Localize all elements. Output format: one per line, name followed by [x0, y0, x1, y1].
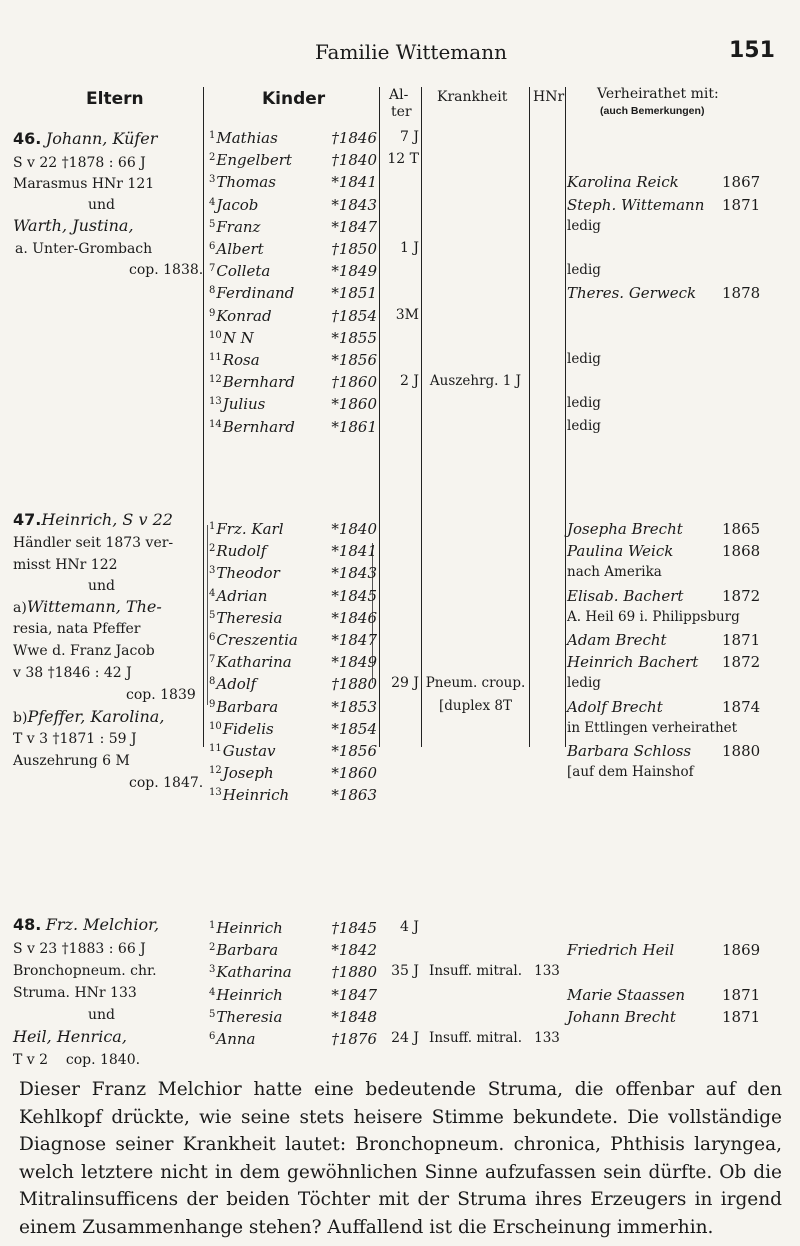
child-spouse: [567, 742, 761, 760]
child-age: 2 J: [400, 373, 419, 389]
family-number: 48.: [13, 915, 42, 934]
parent-line: cop. 1839: [126, 687, 196, 703]
child-spouse: ledig: [567, 262, 601, 278]
child-date: *1856: [331, 351, 377, 369]
child-date: *1847: [331, 218, 377, 236]
child-number: 9: [209, 699, 216, 710]
parent-line: Wwe d. Franz Jacob: [13, 643, 155, 659]
child-name: $^{13}$Julius: [209, 395, 266, 413]
child-spouse: [567, 653, 761, 671]
parent-line: [13, 915, 159, 936]
spouse-name: Barbara Schloss: [567, 742, 692, 760]
child-name: $^{12}$Joseph: [209, 764, 274, 782]
child-spouse: [567, 631, 761, 649]
marriage-year: 1874: [722, 698, 761, 716]
child-spouse: [567, 587, 761, 605]
parent-line: S v 23 †1883 : 66 J: [13, 941, 146, 957]
child-age: 3M: [395, 307, 419, 323]
marriage-year: 1867: [722, 173, 761, 191]
parent-line: [13, 597, 162, 618]
spouse-name: Karolina Reick: [567, 173, 679, 191]
child-date: *1841: [331, 173, 377, 191]
running-head: Familie Wittemann: [315, 40, 507, 64]
child-date: *1849: [331, 653, 377, 671]
child-name: $^2$Rudolf: [209, 542, 267, 560]
child-number: 5: [209, 1009, 216, 1020]
child-number: 6: [209, 241, 216, 252]
col-verheiratet-note: (auch Bemerkungen): [600, 105, 705, 117]
child-name: $^3$Theodor: [209, 564, 280, 582]
child-age: 35 J: [391, 963, 419, 979]
child-hnr: 133: [534, 963, 560, 979]
child-spouse: [567, 941, 761, 959]
child-date: *1861: [331, 418, 377, 436]
child-date: *1843: [331, 196, 377, 214]
child-number: 1: [209, 521, 216, 532]
child-number: 10: [209, 330, 222, 341]
spouse-name: Elisab. Bachert: [567, 587, 684, 605]
child-date: *1848: [331, 1008, 377, 1026]
column-rule: [565, 87, 566, 747]
parent-line: Händler seit 1873 ver-: [13, 535, 174, 551]
child-name: $^4$Adrian: [209, 587, 268, 605]
child-name: $^1$Mathias: [209, 129, 278, 147]
child-date: †1880: [331, 675, 377, 693]
marriage-year: 1871: [722, 1008, 761, 1026]
child-date: †1876: [331, 1030, 377, 1048]
column-rule: [529, 87, 530, 747]
child-number: 12: [209, 765, 222, 776]
col-krankheit: Krankheit: [437, 89, 508, 105]
column-rule: [203, 87, 204, 747]
child-date: †1846: [331, 129, 377, 147]
child-number: 5: [209, 610, 216, 621]
marriage-year: 1865: [722, 520, 761, 538]
parent-line: T v 2 cop. 1840.: [13, 1052, 141, 1068]
spouse-name: Paulina Weick: [567, 542, 674, 560]
child-name: $^6$Anna: [209, 1030, 256, 1048]
marriage-year: 1871: [722, 196, 761, 214]
spouse-name: Steph. Wittemann: [567, 196, 705, 214]
child-number: 10: [209, 721, 222, 732]
child-name: $^1$Frz. Karl: [209, 520, 284, 538]
child-name: $^{14}$Bernhard: [209, 418, 295, 436]
parent-line: S v 22 †1878 : 66 J: [13, 155, 146, 171]
parent-line: resia, nata Pfeffer: [13, 621, 141, 637]
child-spouse: [567, 284, 761, 302]
parent-line: [13, 510, 173, 531]
child-name: $^8$Adolf: [209, 675, 257, 693]
child-name: $^4$Heinrich: [209, 986, 283, 1004]
child-spouse: [567, 986, 761, 1004]
child-hnr: 133: [534, 1030, 560, 1046]
child-date: *1846: [331, 609, 377, 627]
child-spouse: [567, 542, 761, 560]
marriage-year: 1869: [722, 941, 761, 959]
child-name: $^1$Heinrich: [209, 919, 283, 937]
child-number: 2: [209, 942, 216, 953]
child-name: $^{10}$N N: [209, 329, 254, 347]
spouse-name: Marie Staassen: [567, 986, 686, 1004]
child-number: 9: [209, 308, 216, 319]
child-number: 3: [209, 565, 216, 576]
child-number: 11: [209, 352, 222, 363]
child-name: $^6$Creszentia: [209, 631, 298, 649]
child-illness: Insuff. mitral.: [429, 963, 522, 979]
child-name: $^8$Ferdinand: [209, 284, 295, 302]
parent-name: Johann, Küfer: [45, 129, 158, 148]
spouse-name: Friedrich Heil: [567, 941, 675, 959]
marriage-year: 1872: [722, 587, 761, 605]
child-age: 7 J: [400, 129, 419, 145]
child-number: 12: [209, 374, 222, 385]
child-age: 29 J: [391, 675, 419, 691]
child-date: †1845: [331, 919, 377, 937]
child-spouse: nach Amerika: [567, 564, 662, 580]
child-name: $^{12}$Bernhard: [209, 373, 295, 391]
child-number: 3: [209, 174, 216, 185]
child-date: *1847: [331, 631, 377, 649]
parent-line: cop. 1838.: [129, 262, 204, 278]
child-date: *1847: [331, 986, 377, 1004]
child-name: $^2$Engelbert: [209, 151, 292, 169]
parent-name: Heinrich, S v 22: [41, 510, 173, 529]
child-name: $^3$Katharina: [209, 963, 292, 981]
commentary-paragraph: Dieser Franz Melchior hatte eine bedeutende Struma, die offenbar auf den Kehlkopf drückte, wie seine stets heisere Stimme bekundete. Die vollständige Diagnose seiner Krankheit lautet: Bronchopneum. chronica, Phthisis laryngea, welch letztere nicht in dem gewöhnlichen Sinne aufzufassen sein dürfte. Ob die Mitralinsufficens der beiden Töchter mit der Struma ihres Erzeugers in irgend einem Zusammenhange stehen? Auffallend ist die Erscheinung immerhin.: [19, 1079, 782, 1238]
child-spouse: [567, 196, 761, 214]
column-rule: [379, 87, 380, 747]
col-verheiratet: Verheirathet mit:: [597, 86, 719, 102]
child-illness: [duplex 8T: [438, 698, 513, 714]
page-number: 151: [729, 38, 775, 63]
child-number: 4: [209, 987, 216, 998]
child-name: $^4$Jacob: [209, 196, 259, 214]
child-number: 2: [209, 152, 216, 163]
parent-line: und: [88, 578, 115, 594]
child-number: 13: [209, 396, 222, 407]
child-number: 7: [209, 263, 216, 274]
child-name: $^{11}$Gustav: [209, 742, 276, 760]
child-number: 4: [209, 197, 216, 208]
child-name: $^7$Katharina: [209, 653, 292, 671]
child-age: 12 T: [387, 151, 419, 167]
child-date: *1842: [331, 941, 377, 959]
child-name: $^9$Konrad: [209, 307, 272, 325]
child-number: 1: [209, 920, 216, 931]
parent-line: [13, 129, 157, 150]
child-date: *1860: [331, 395, 377, 413]
child-number: 6: [209, 632, 216, 643]
child-date: *1840: [331, 520, 377, 538]
marriage-year: 1880: [722, 742, 761, 760]
child-number: 2: [209, 543, 216, 554]
child-date: †1880: [331, 963, 377, 981]
marriage-year: 1871: [722, 631, 761, 649]
child-number: 4: [209, 588, 216, 599]
marriage-year: 1868: [722, 542, 761, 560]
spouse-name: Heinrich Bachert: [567, 653, 699, 671]
child-date: *1843: [331, 564, 377, 582]
parent-name: Pfeffer, Karolina,: [27, 707, 165, 726]
child-spouse: ledig: [567, 218, 601, 234]
parent-line: v 38 †1846 : 42 J: [13, 665, 132, 681]
child-date: *1853: [331, 698, 377, 716]
col-kinder: Kinder: [262, 89, 326, 109]
parent-name: Wittemann, The-: [26, 597, 162, 616]
marker: b): [13, 710, 28, 726]
child-name: $^5$Theresia: [209, 609, 283, 627]
spouse-name: Adolf Brecht: [567, 698, 663, 716]
child-age: 4 J: [400, 919, 419, 935]
parent-line: Struma. HNr 133: [13, 985, 137, 1001]
parent-line: und: [88, 1007, 115, 1023]
child-name: $^{10}$Fidelis: [209, 720, 274, 738]
child-number: 11: [209, 743, 222, 754]
child-date: *1856: [331, 742, 377, 760]
child-date: *1845: [331, 587, 377, 605]
child-number: 8: [209, 676, 216, 687]
child-date: *1851: [331, 284, 377, 302]
child-number: 8: [209, 285, 216, 296]
child-number: 14: [209, 419, 222, 430]
child-name: $^2$Barbara: [209, 941, 279, 959]
parent-line: und: [88, 197, 115, 213]
child-name: $^{13}$Heinrich: [209, 786, 290, 804]
parent-line: a. Unter-Grombach: [15, 241, 153, 257]
child-age: 1 J: [400, 240, 419, 256]
child-number: 7: [209, 654, 216, 665]
child-illness: Pneum. croup.: [425, 675, 526, 691]
child-name: $^7$Colleta: [209, 262, 271, 280]
child-date: †1860: [331, 373, 377, 391]
child-name: $^6$Albert: [209, 240, 264, 258]
child-spouse: ledig: [567, 351, 601, 367]
spouse-name: Theres. Gerweck: [567, 284, 697, 302]
child-spouse: ledig: [567, 675, 601, 691]
child-name: $^{11}$Rosa: [209, 351, 260, 369]
family-number: 47.: [13, 510, 42, 529]
parent-line: Bronchopneum. chr.: [13, 963, 157, 979]
child-number: 5: [209, 219, 216, 230]
marker: a): [13, 600, 27, 616]
child-name: $^9$Barbara: [209, 698, 279, 716]
child-spouse: in Ettlingen verheirathet: [567, 720, 738, 736]
marriage-year: 1872: [722, 653, 761, 671]
col-eltern: Eltern: [86, 89, 144, 109]
child-date: †1850: [331, 240, 377, 258]
child-date: *1854: [331, 720, 377, 738]
child-date: †1854: [331, 307, 377, 325]
spouse-name: Adam Brecht: [567, 631, 667, 649]
parent-line: misst HNr 122: [13, 557, 118, 573]
child-date: †1840: [331, 151, 377, 169]
brace-line: [207, 525, 208, 705]
child-date: *1849: [331, 262, 377, 280]
child-spouse: ledig: [567, 418, 601, 434]
parent-line: cop. 1847.: [129, 775, 204, 791]
marriage-year: 1871: [722, 986, 761, 1004]
family-number: 46.: [13, 129, 42, 148]
child-date: *1855: [331, 329, 377, 347]
child-spouse: [567, 520, 761, 538]
child-spouse: [auf dem Hainshof: [567, 764, 694, 780]
child-date: *1863: [331, 786, 377, 804]
col-alter-1: Al-: [389, 87, 409, 103]
child-spouse: [567, 173, 761, 191]
child-number: 13: [209, 787, 222, 798]
parent-name: Frz. Melchior,: [45, 915, 160, 934]
child-spouse: [567, 1008, 761, 1026]
child-spouse: A. Heil 69 i. Philippsburg: [567, 609, 740, 625]
column-rule: [421, 87, 422, 747]
child-number: 1: [209, 130, 216, 141]
child-spouse: ledig: [567, 395, 601, 411]
child-age: 24 J: [391, 1030, 419, 1046]
parent-line: [13, 707, 164, 728]
parent-line: Heil, Henrica,: [13, 1027, 127, 1046]
spouse-name: Josepha Brecht: [567, 520, 683, 538]
col-alter-2: ter: [391, 104, 412, 120]
parent-line: Marasmus HNr 121: [13, 176, 155, 192]
child-date: *1841: [331, 542, 377, 560]
parent-line: Warth, Justina,: [13, 216, 134, 235]
spouse-name: Johann Brecht: [567, 1008, 676, 1026]
child-date: *1860: [331, 764, 377, 782]
marriage-year: 1878: [722, 284, 761, 302]
child-name: $^5$Franz: [209, 218, 261, 236]
child-number: 6: [209, 1031, 216, 1042]
col-hnr: HNr: [533, 89, 565, 105]
child-number: 3: [209, 964, 216, 975]
child-spouse: [567, 698, 761, 716]
child-illness: Insuff. mitral.: [429, 1030, 522, 1046]
child-illness: Auszehrg. 1 J: [429, 373, 522, 389]
child-name: $^5$Theresia: [209, 1008, 283, 1026]
parent-line: Auszehrung 6 M: [13, 753, 130, 769]
child-name: $^3$Thomas: [209, 173, 276, 191]
parent-line: T v 3 †1871 : 59 J: [13, 731, 137, 747]
